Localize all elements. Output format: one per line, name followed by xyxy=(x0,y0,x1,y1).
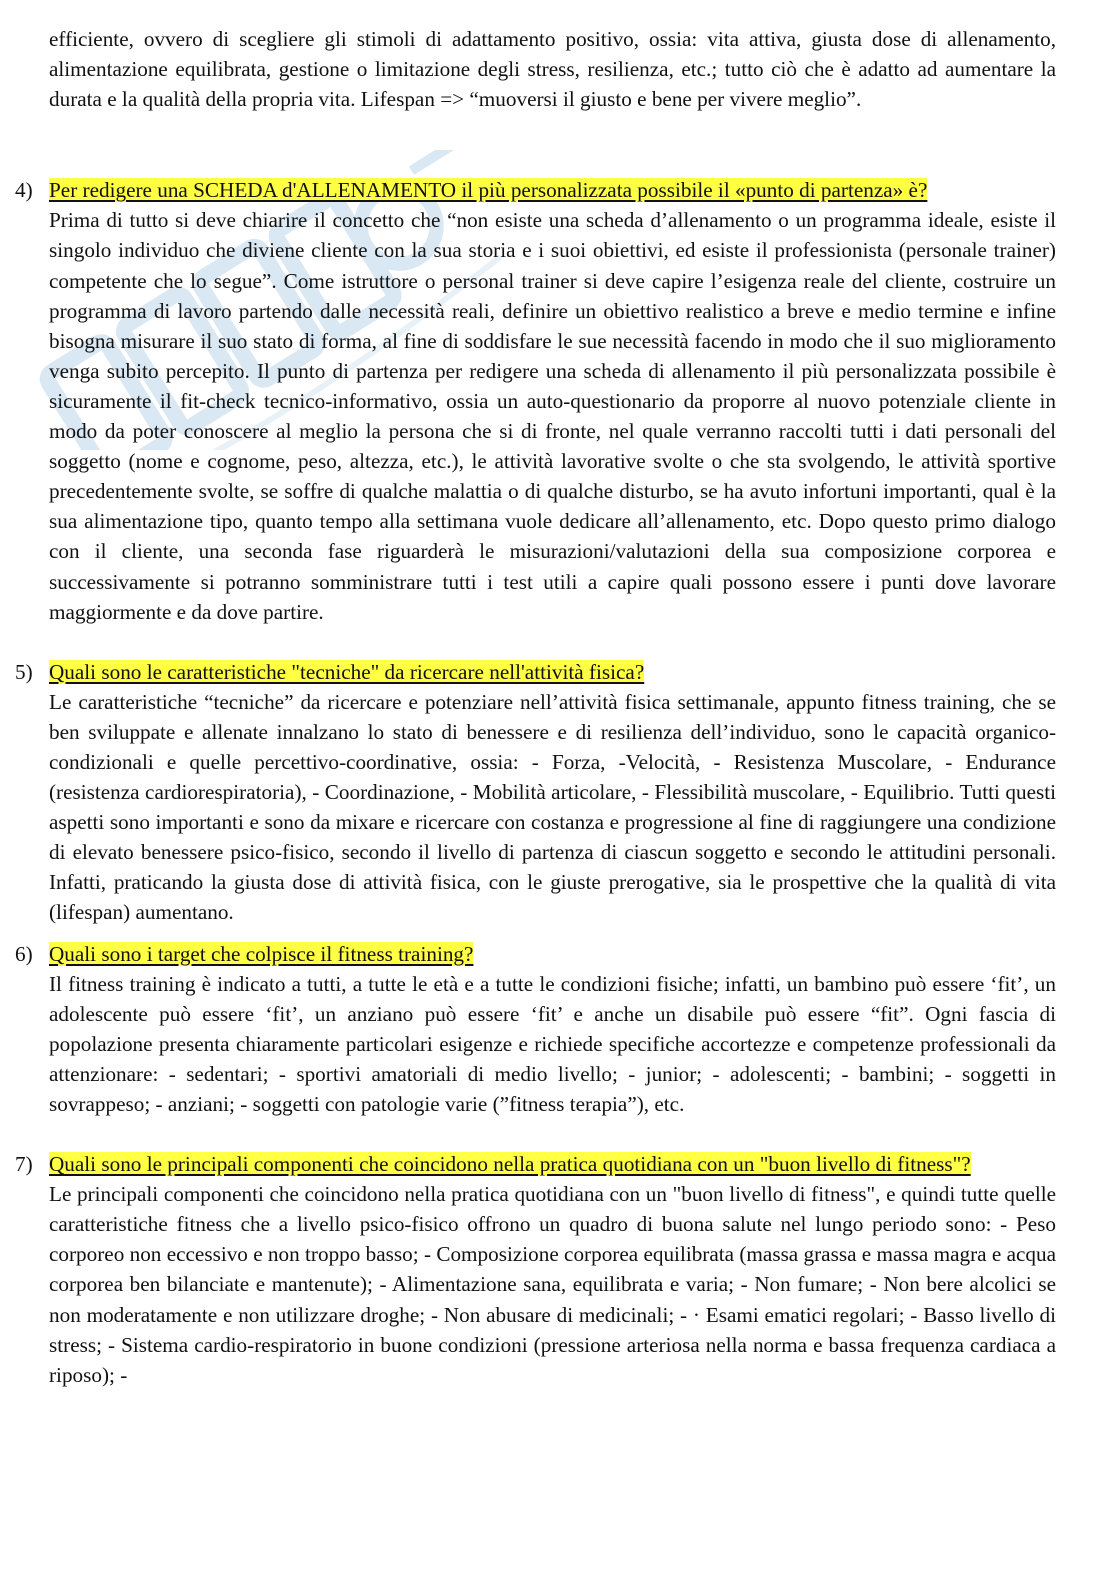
question-text: Per redigere una SCHEDA d'ALLENAMENTO il più personalizzata possibile il «punto di partenza» è? xyxy=(49,178,928,203)
intro-paragraph: efficiente, ovvero di scegliere gli stimoli di adattamento positivo, ossia: vita attiva, giusta dose di allenamento, alimentazione equilibrata, gestione o limitazione degli stress, resilienza, etc.; tutto ciò che è adatto ad aumentare la durata e la qualità della propria vita. Lifespan => “muoversi il giusto e bene per vivere meglio”. xyxy=(49,27,1056,112)
question-text: Quali sono le caratteristiche "tecniche" da ricercare nell'attività fisica? xyxy=(49,659,645,684)
document-body xyxy=(15,24,1056,1390)
question-number: 7) xyxy=(15,1152,33,1177)
question-heading xyxy=(15,1149,1056,1179)
answer-paragraph: Le caratteristiche “tecniche” da ricercare e potenziare nell’attività fisica settimanale, appunto fitness training, che se ben sviluppate e allenate innalzano lo stato di benessere e di resilienza dell’individuo, sono le capacità organico-condizionali e quelle percettivo-coordinative, ossia: - Forza, -Velocità, - Resistenza Muscolare, - Endurance (resistenza cardiorespiratoria), - Coordinazione, - Mobilità articolare, - Flessibilità muscolare, - Equilibrio. Tutti questi aspetti sono importanti e sono da mixare e ricercare con costanza e progressione al fine di raggiungere una condizione di elevato benessere psico-fisico, secondo il livello di partenza di ciascun soggetto e secondo le attitudini personali. Infatti, praticando la giusta dose di attività fisica, con le giuste prerogative, sia le prospettive che la qualità di vita (lifespan) aumentano. xyxy=(49,689,1056,925)
question-heading xyxy=(15,657,1056,687)
answer-paragraph: Il fitness training è indicato a tutti, a tutte le età e a tutte le condizioni fisiche; infatti, un bambino può essere ‘fit’, un adolescente può essere ‘fit’, un anziano può essere ‘fit’ e anche un disabile può essere “fit”. Ogni fascia di popolazione presenta chiaramente particolari esigenze e richiede specifiche accortezze e competenze professionali da attenzionare: - sedentari; - sportivi amatoriali di medio livello; - junior; - adolescenti; - bambini; - soggetti in sovrappeso; - anziani; - soggetti con patologie varie (”fitness terapia”), etc. xyxy=(49,971,1056,1116)
question-text: Quali sono i target che colpisce il fitness training? xyxy=(49,941,474,966)
question-number: 4) xyxy=(15,178,33,203)
section-7 xyxy=(15,1149,1056,1390)
section-6 xyxy=(15,939,1056,1120)
question-heading xyxy=(15,175,1056,205)
question-number: 6) xyxy=(15,941,33,966)
question-heading xyxy=(15,939,1056,969)
question-number: 5) xyxy=(15,659,33,684)
section-4 xyxy=(15,175,1056,626)
answer-paragraph: Le principali componenti che coincidono nella pratica quotidiana con un "buon livello di fitness", e quindi tutte quelle caratteristiche fitness che a livello psico-fisico offrono un quadro di buona salute nel lungo periodo sono: - Peso corporeo non eccessivo e non troppo basso; - Composizione corporea equilibrata (massa grassa e massa magra e acqua corporea ben bilanciate e mantenute); - Alimentazione sana, equilibrata e varia; - Non fumare; - Non bere alcolici se non moderatamente e non utilizzare droghe; - Non abusare di medicinali; - · Esami ematici regolari; - Basso livello di stress; - Sistema cardio-respiratorio in buone condizioni (pressione arteriosa nella norma e bassa frequenza cardiaca a riposo); - xyxy=(49,1182,1056,1387)
section-5 xyxy=(15,657,1056,928)
question-text: Quali sono le principali componenti che coincidono nella pratica quotidiana con un "buon livello di fitness"? xyxy=(49,1152,971,1177)
answer-paragraph: Prima di tutto si deve chiarire il concetto che “non esiste una scheda d’allenamento o un programma ideale, esiste il singolo individuo che diviene cliente con la sua storia e i suoi obiettivi, ed esiste il professionista (personale trainer) competente che lo segue”. Come istruttore o personal trainer si deve capire l’esigenza reale del cliente, costruire un programma di lavoro partendo dalle necessità reali, definire un obiettivo realistico a breve e medio termine e infine bisogna misurare il suo stato di forma, al fine di soddisfare le sue necessità facendo in modo che il suo miglioramento venga subito percepito. Il punto di partenza per redigere una scheda di allenamento il più personalizzata possibile è sicuramente il fit-check tecnico-informativo, ossia un auto-questionario da proporre al nuovo potenziale cliente in modo da poter conoscere al meglio la persona che si di fronte, nel quale verranno raccolti tutti i dati personali del soggetto (nome e cognome, peso, altezza, etc.), le attività lavorative svolte o che sta svolgendo, le attività sportive precedentemente svolte, se soffre di qualche malattia o di qualche disturbo, se ha avuto infortuni importanti, qual è la sua alimentazione tipo, quanto tempo alla settimana vuole dedicare all’allenamento, etc. Dopo questo primo dialogo con il cliente, una seconda fase riguarderà le misurazioni/valutazioni della sua composizione corporea e successivamente si potranno somministrare tutti i test utili a capire quali possono essere i punti dove lavorare maggiormente e da dove partire. xyxy=(49,208,1056,624)
